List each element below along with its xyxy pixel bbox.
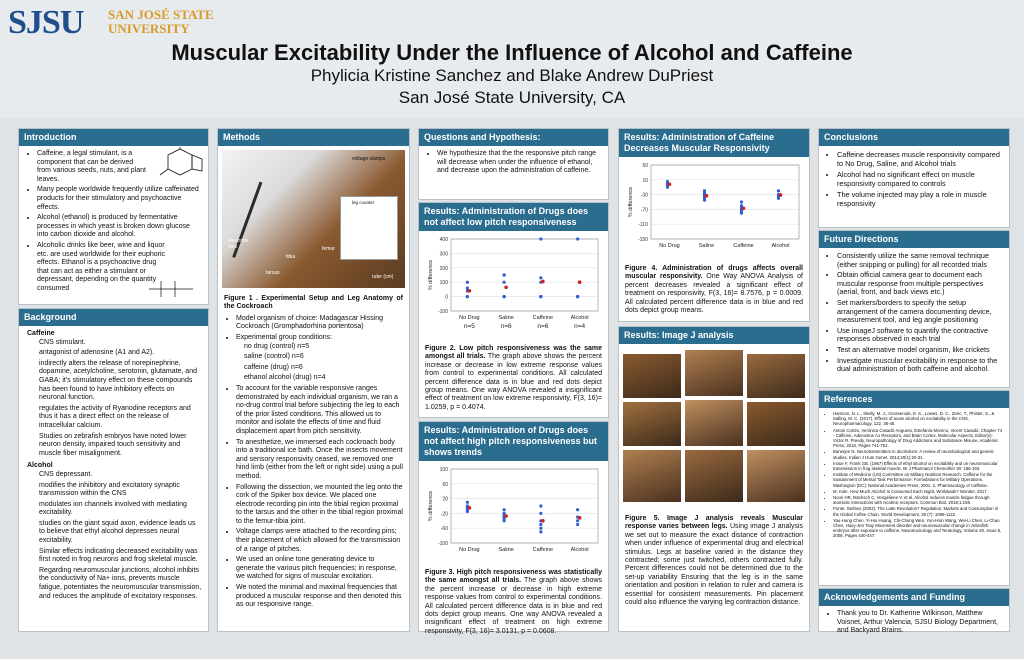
imagej-photo (747, 354, 805, 398)
y-tick-label: 100 (439, 467, 448, 473)
data-point (539, 527, 542, 530)
figure2-caption: The graph above shows the percent increase or decrease in low extreme response values from control to experimental conditions. All calculated percent difference data is in blue and red dots depict group means. One way ANOVA revealed a insignificant effect of treatment on low extreme responsivity, F(3, 16)= 1.0259, p = 0.4074. (425, 353, 602, 411)
y-tick-label: 20 (442, 496, 448, 503)
low-pitch-heading: Results: Administration of Drugs does not affect low pitch responsiveness (419, 203, 608, 231)
x-tick-label: Caffeine (532, 315, 554, 321)
plot-frame (451, 239, 598, 311)
reference-item: • Harrison, N. L., Skelly, M. J., Grosserode, E. K., Lowes, D. C., Zeric, T., Phister, S., & Salling, M. C. (2017). Effects of acute alcohol on excitability in the CNS. Neuropharmacology, 122, 36-45. (833, 411, 1003, 427)
data-point (466, 286, 469, 289)
imagej-photo (685, 350, 743, 396)
data-point (576, 519, 579, 522)
y-tick-label: -20 (440, 511, 448, 518)
alcohol-subheading: Alcohol (27, 462, 53, 470)
x-tick-label: Caffeine (532, 547, 554, 553)
data-point (576, 508, 579, 511)
y-axis-label: % difference (428, 490, 434, 522)
conclusions-section (818, 128, 1010, 228)
y-tick-label: 0 (445, 294, 448, 301)
reference-item: • M. Kole. How Much Alcohol Is Consumed Each Night, Worldwide? Wonder, 2017. (833, 489, 1003, 494)
low-pitch-section (418, 202, 609, 418)
imagej-photo (747, 450, 805, 502)
data-point (576, 523, 579, 526)
condition-item: caffeine (drug) n=6 (244, 363, 303, 371)
future-item: • Set markers/borders to specify the setup arrangement of the camera documenting device, measurement tool, and leg angle positioning (837, 299, 1003, 325)
background-item: Similar effects indicating decreased excitability was first noted in frog neurons and frog skeletal muscle. (39, 547, 198, 564)
background-item: Regarding neuromuscular junctions, alcohol inhibits the conductivity of Na+ ions, prevents muscle fatigue, potentiates the neuromuscular transmission, and reduces the amplitude of excitatory responses. (39, 566, 202, 600)
conclusions-heading: Conclusions (819, 129, 1009, 146)
overall-responsivity-chart (625, 161, 803, 253)
introduction-section (18, 128, 209, 305)
category-note: n=6 (500, 323, 512, 330)
y-tick-label: -100 (437, 309, 448, 315)
methods-item: • Following the dissection, we mounted the leg onto the cork of the Spiker box device. We placed one electrode recording pin into the tibial region proximal to the tarsus and the other in the tibial region proximal to the femur-tibia joint. (236, 484, 403, 527)
poster-header (0, 0, 1024, 118)
methods-item: Experimental group conditions: (236, 334, 333, 341)
x-tick-label: Caffeine (733, 243, 754, 249)
category-note: n=6 (537, 323, 549, 330)
methods-heading: Methods (218, 129, 409, 146)
data-point (703, 199, 706, 202)
background-item: Studies on zebrafish embryos have noted lower neuron density, impaired touch sensitivity and muscle fiber misalignment. (39, 432, 187, 457)
y-tick-label: -60 (440, 526, 448, 533)
mean-point (541, 519, 545, 523)
mean-point (541, 280, 545, 284)
methods-item: • To anesthetize, we immersed each cockroach body into a traditional ice bath. Once the insects movement and sensory responsivity ceased, we removed one hind limb (either from the left or right side) using a pull method. (236, 439, 403, 482)
reference-item: • Institute of Medicine (US) Committee on Military Nutrition Research. Caffeine for the Sustainment of Mental Task Performance: Formulations for Military Operations. Washington (DC): National Academies Press; 2001. 2, Pharmacology of Caffeine. (833, 472, 1003, 488)
x-tick-label: No Drug (659, 243, 680, 249)
mean-point (468, 289, 472, 293)
data-point (666, 186, 669, 189)
figure5-caption: Using image J analysis we set out to measure the exact distance of contraction when under influence of experimental drug and electrical stimulus. Legs at baseline varied in the distance they contracted; some just twitched, others contracted fully. Percent differences could not be determined due to the set-up variability Ensuring that the leg is in the same orientation and position in relation to ruler and camera is essential for consistent measurements. Pin placement could also influence the varying leg contraction distance. (625, 523, 803, 607)
caffeine-subheading: Caffeine (27, 330, 55, 337)
reference-item: • Yau-Hung Chen, Yi-Hui Huang, Chi-Chung Wen, Yun-Hsin Wang, Wei-Li Chen, Li-Chao Chen, Huey-Jen Tsay Movement disorder and neuromuscular change in zebrafish embryos after exposure to caffeine, Neurotoxicology and Teratology, Volume 30, Issue 5, 2008, Pages 440-447. (833, 518, 1003, 539)
data-point (539, 295, 542, 298)
future-item: • Consistently utilize the same removal technique (either snipping or pulling) for all recorded trials (837, 252, 1003, 269)
data-point (740, 200, 743, 203)
reference-item: • Ponte, Stefano (2002). The Latte Revolution? Regulation, Markets and Consumption in the Global Coffee Chain. World Development. 30 (7): 1099-1122. (833, 506, 1003, 516)
acknowledgements-section (818, 588, 1010, 635)
high-pitch-heading: Results: Administration of Drugs does not affect high pitch responsiveness but shows trends (419, 422, 608, 461)
y-tick-label: 60 (442, 481, 448, 488)
caffeine-structure-icon (154, 147, 206, 191)
photo-label: tibia (286, 254, 296, 260)
y-tick-label: -70 (640, 207, 648, 214)
methods-item: • To account for the variable responsive ranges demonstrated by each individual organism, we ran a no-drug control trial before subjecting the leg to each of the prior listed conditions. This allowed us to monitor and isolate the effects of time and fluid displacement apart from pitch sensitivity. (236, 385, 403, 437)
y-tick-label: -150 (637, 237, 648, 243)
data-point (539, 276, 542, 279)
data-point (539, 512, 542, 515)
data-point (503, 273, 506, 276)
future-item: • Investigate muscular excitability in response to the dual administration of both caffeine and alcohol. (837, 357, 1003, 374)
y-tick-label: 50 (642, 163, 648, 169)
condition-item: no drug (control) n=5 (244, 342, 310, 350)
data-point (539, 523, 542, 526)
background-item: indirectly alters the release of norepinephrine, dopamine, acetylcholine, serotonin, glutamate, and GABA; it's stimulatory effect on these compounds has been found to have inhibitory effects on neuronal function. (39, 359, 197, 402)
ethanol-structure-icon (143, 277, 203, 301)
reference-item: • Inoue F, Frank GB. (1967) Effects of ethyl alcohol on excitability and on neuromuscular transmission in frog skeletal muscle. Br J Pharmacol Chemother 30: 186-193. (833, 461, 1003, 471)
caffeine-results-section (618, 128, 810, 322)
photo-label: tarsus (266, 270, 280, 276)
imagej-section (618, 326, 810, 632)
y-axis-label: % difference (628, 186, 634, 218)
background-item: CNS stimulant. (39, 338, 86, 346)
poster-title: Muscular Excitability Under the Influence of Alcohol and Caffeine (171, 40, 853, 65)
imagej-photo (685, 450, 743, 502)
mean-point (504, 285, 508, 289)
methods-item: • Voltage clamps were attached to the recording pins; their placement of which allowed for the transmission of a range of pitches. (236, 528, 403, 554)
data-point (466, 501, 469, 504)
reference-item: • Antoni Cortés, Verónica Casadó-Anguera, Estefanía Moreno, Vicent Casadó, Chapter 74 - Caffeine, Adenosine A1 Receptors, and Brain Cortex, Molecular Aspects, Editor(s): Victor R. Preedy, Neuropathology of Drug Addictions and Substance Misuse, Academic Press, 2016, Pages 741-752. (833, 428, 1003, 449)
background-heading: Background (19, 309, 208, 326)
background-item: studies on the giant squid axon, evidence leads us to believe that ethyl alcohol depresses neural excitability. (39, 519, 196, 545)
category-note: n=4 (574, 323, 586, 330)
conclusion-item: • Caffeine decreases muscle responsivity compared to No Drug, Saline, and Alcohol trials (837, 150, 1003, 168)
future-item: • Test an alternative model organism, like crickets (837, 346, 1003, 355)
experimental-setup-photo (222, 150, 405, 288)
imagej-photo (623, 450, 681, 502)
high-pitch-chart (425, 465, 602, 557)
imagej-photo (747, 402, 805, 446)
figure3-caption: The graph above shows the percent increase or decrease in high extreme response values from control to experimental conditions. All calculated percent difference data is in blue and red dots depict group means. One way ANOVA revealed a insignificant effect of treatment on high extreme responsivity, F(3, 16)= 3.0131, p = 0.0608. (425, 577, 602, 635)
data-point (466, 281, 469, 284)
x-tick-label: Alcohol (570, 547, 589, 553)
intro-item: • Caffeine, a legal stimulant, is a component that can be derived from various seeds, nuts, and plant leaves. (37, 150, 147, 184)
condition-item: ethanol alcohol (drug) n=4 (244, 374, 326, 382)
photo-label: ruler (cm) (372, 274, 394, 280)
data-point (466, 295, 469, 298)
condition-item: saline (control) n=6 (244, 353, 304, 361)
mean-point (578, 280, 582, 284)
imagej-photo (623, 354, 681, 398)
future-item: • Obtain official camera gear to document each muscular response from multiple perspectives (aerial, front, and back views etc.) (837, 271, 1003, 297)
imagej-heading: Results: Image J analysis (619, 327, 809, 344)
background-item: modulates ion channels involved with mediating excitability. (39, 500, 187, 517)
data-point (777, 189, 780, 192)
y-tick-label: 400 (439, 237, 448, 243)
conclusion-item: • The volume injected may play a role in muscle responsivity (837, 190, 1003, 208)
photo-label: voltage clamps (352, 156, 386, 162)
y-tick-label: 300 (439, 251, 448, 258)
x-tick-label: Alcohol (570, 315, 589, 321)
authors: Phylicia Kristine Sanchez and Blake Andrew DuPriest (310, 66, 714, 85)
photo-label: femur (322, 246, 335, 252)
mean-point (468, 506, 472, 510)
figure2-caption-bold: Figure 2. Low pitch responsiveness was the same amongst all trials. (425, 345, 602, 361)
conclusion-item: • Alcohol had no significant effect on muscle responsivity compared to controls (837, 170, 1003, 188)
x-tick-label: No Drug (459, 315, 480, 321)
intro-item: • Many people worldwide frequently utilize caffeinated products for their stimulatory and psychoactive effects. (37, 186, 202, 212)
figure4-caption: One Way ANOVA Analysis of percent decreases revealed a significant effect of treatment on responsivity, F(3, 16)= 8.7576, p = 0.0009. All calculated percent difference data is in blue and red dots depict group means. (625, 273, 803, 315)
future-directions-section (818, 230, 1010, 388)
data-point (703, 191, 706, 194)
figure1-caption: Figure 1 . Experimental Setup and Leg Anatomy of the Cockroach (224, 295, 403, 311)
data-point (503, 295, 506, 298)
mean-point (705, 194, 709, 198)
y-tick-label: 200 (439, 265, 448, 272)
leg-diagram (340, 196, 398, 260)
y-tick-label: -110 (638, 222, 648, 229)
future-directions-heading: Future Directions (819, 231, 1009, 248)
methods-section (217, 128, 410, 632)
x-tick-label: Alcohol (771, 243, 790, 249)
reference-item: • Noori HR, Mücksch C, Vengeliene V, et al. Alcohol reduces muscle fatigue through atomistic interactions with nicotinic receptors. Commun Biol. 2018;1:159. (833, 495, 1003, 505)
intro-item: • Alcoholic drinks like beer, wine and liquor etc. are used worldwide for their euphoric effects. Ethanol is a psychoactive drug that can act as either a stimulant or depressant, depending on the quantity consumed (37, 242, 167, 294)
plot-frame (451, 469, 598, 543)
mean-point (742, 206, 746, 210)
figure4-caption-bold: Figure 4. Administration of drugs affects overall muscular responsivity. (625, 265, 803, 281)
data-point (539, 237, 542, 240)
intro-item: • Alcohol (ethanol) is produced by fermentative processes in which yeast is broken down glucose into carbon dioxide and alcohol. (37, 214, 202, 240)
x-tick-label: Saline (498, 547, 514, 553)
reference-item: • Banerjee N. Neurotransmitters in alcoholism: A review of neurobiological and genetic studies. Indian J Hum Genet. 2014;20(1):20-31. (833, 449, 1003, 459)
photo-label: electrode pins (228, 238, 249, 250)
y-tick-label: 100 (439, 280, 448, 287)
questions-heading: Questions and Hypothesis: (419, 129, 608, 146)
questions-section (418, 128, 609, 200)
mean-point (504, 514, 508, 518)
x-tick-label: No Drug (459, 547, 480, 553)
references-heading: References (819, 391, 1009, 408)
logo-text: SJSU (8, 4, 84, 41)
methods-item: • Model organism of choice: Madagascar Hissing Cockroach (Gromphadorhina portentosa) (236, 315, 403, 332)
data-point (466, 510, 469, 513)
methods-item: • We used an online tone generating device to generate the various pitch frequencies; in response, we watched for signs of muscular excitation. (236, 556, 403, 582)
low-pitch-chart (425, 235, 602, 333)
imagej-photo-collage (623, 348, 805, 508)
x-tick-label: Saline (498, 315, 514, 321)
y-tick-label: -100 (437, 541, 448, 547)
acknowledgements-text: • Thank you to Dr. Katherine Wilkinson, Matthew Voisnet, Arthur Valencia, SJSU Biology Department, and Backyard Brains. (837, 610, 1003, 636)
references-section (818, 390, 1010, 586)
mean-point (779, 193, 783, 197)
imagej-photo (685, 400, 743, 446)
data-point (539, 504, 542, 507)
cockroach-leg (232, 182, 319, 279)
introduction-heading: Introduction (19, 129, 208, 146)
affiliation: San José State University, CA (398, 88, 626, 107)
x-tick-label: Saline (698, 243, 715, 249)
background-item: antagonist of adenosine (A1 and A2). (39, 349, 155, 357)
methods-item: • We noted the minimal and maximal frequencies that produced a muscular response and then denoted this as our responsive range. (236, 584, 403, 610)
acknowledgements-heading: Acknowledgements and Funding (819, 589, 1009, 606)
data-point (503, 281, 506, 284)
data-point (539, 530, 542, 533)
data-point (503, 508, 506, 511)
figure5-caption-bold: Figure 5. Image J analysis reveals Muscular response varies between legs. (625, 515, 803, 531)
data-point (576, 295, 579, 298)
data-point (503, 519, 506, 522)
photo-label: leg counter (352, 200, 375, 205)
background-item: CNS depressant. (39, 470, 93, 478)
plot-frame (651, 165, 799, 239)
figure3-caption-bold: Figure 3. High pitch responsiveness was statistically the same amongst all trials. (425, 569, 602, 585)
y-axis-label: % difference (428, 259, 434, 291)
category-note: n=5 (463, 323, 475, 330)
hypothesis-text: • We hypothesize that the the responsive pitch range will decrease when under the influence of ethanol, and decrease upon the administration of caffeine. (437, 150, 602, 176)
mean-point (578, 516, 582, 520)
background-item: modifies the inhibitory and excitatory synaptic transmission within the CNS (39, 481, 180, 498)
high-pitch-section (418, 421, 609, 635)
data-point (740, 210, 743, 213)
mean-point (668, 182, 672, 186)
background-item: regulates the activity of Ryanodine receptors and thus it has a direct effect on the release of intracellular calcium. (39, 404, 191, 429)
imagej-photo (623, 402, 681, 446)
y-tick-label: -30 (640, 192, 648, 199)
future-item: • Use imageJ software to quantify the contractive responses observed in each trial (837, 327, 1003, 344)
caffeine-results-heading: Results: Administration of Caffeine Decreases Muscular Responsivity (619, 129, 809, 157)
y-tick-label: 10 (642, 177, 648, 184)
background-section (18, 308, 209, 632)
data-point (576, 237, 579, 240)
logo-subtext: SAN JOSÉ STATE UNIVERSITY (108, 7, 214, 36)
sjsu-logo (8, 4, 214, 41)
